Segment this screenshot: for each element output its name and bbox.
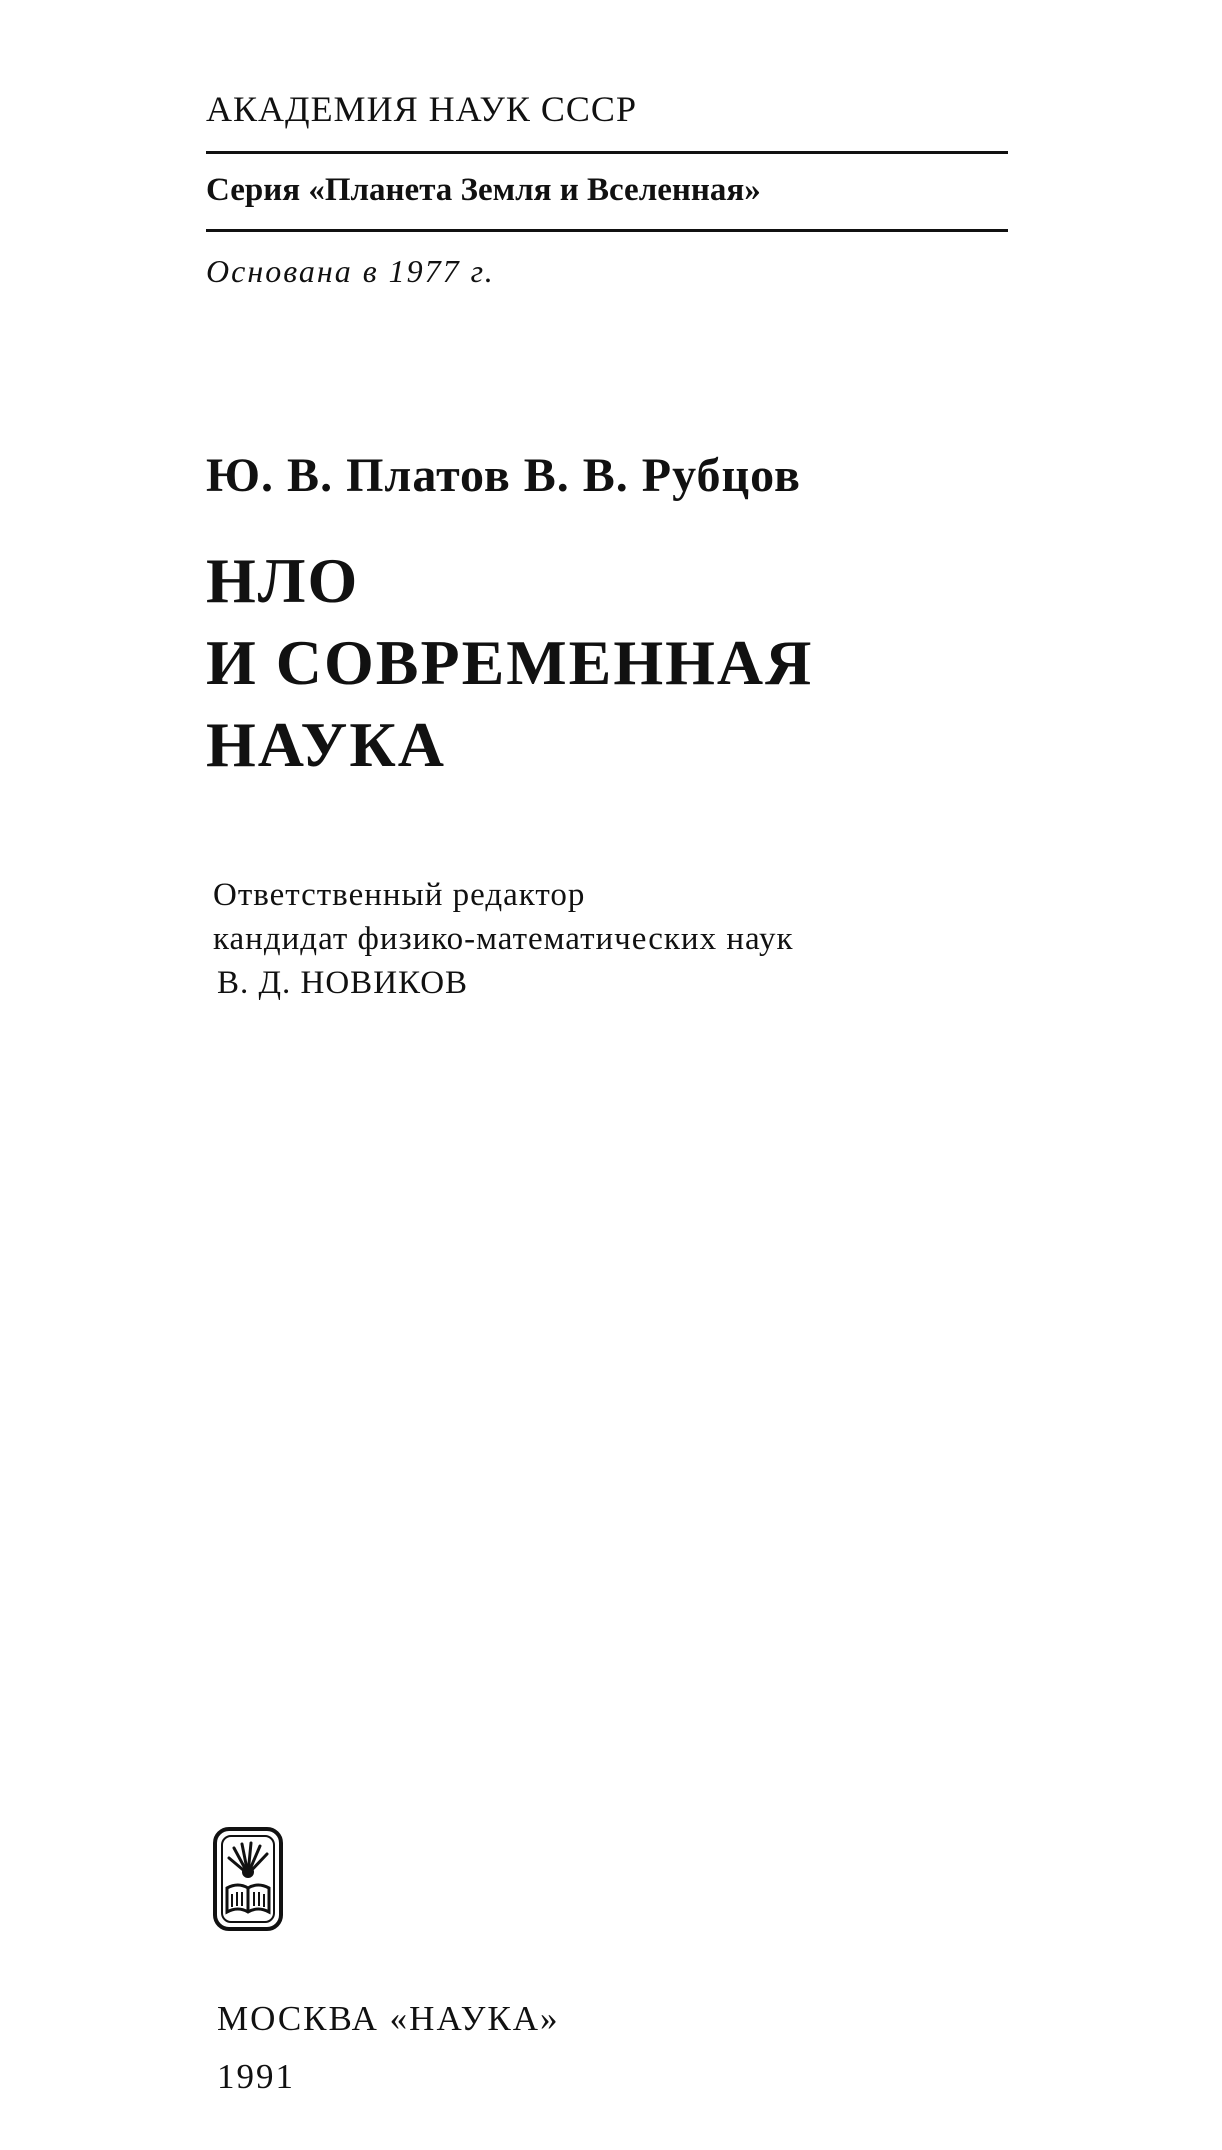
series-name: Серия «Планета Земля и Вселенная» <box>206 172 761 208</box>
book-authors: Ю. В. Платов В. В. Рубцов <box>206 449 801 502</box>
bottom-divider <box>206 229 1008 232</box>
publication-year: 1991 <box>217 2057 295 2096</box>
editor-role: Ответственный редактор <box>213 877 586 913</box>
editor-name: В. Д. НОВИКОВ <box>217 965 469 1001</box>
editor-degree: кандидат физико-математических наук <box>213 921 794 957</box>
imprint <box>217 1990 560 2106</box>
title-line-3: НАУКА <box>206 709 446 780</box>
title-line-1: НЛО <box>206 545 360 616</box>
city-publisher: МОСКВА «НАУКА» <box>217 1999 560 2038</box>
editor-block <box>213 873 794 1005</box>
academy-name: АКАДЕМИЯ НАУК СССР <box>206 89 637 129</box>
nauka-publisher-logo-icon <box>212 1826 284 1932</box>
series-founded: Основана в 1977 г. <box>206 253 495 289</box>
book-title <box>206 540 813 786</box>
title-line-2: И СОВРЕМЕННАЯ <box>206 627 814 698</box>
top-divider <box>206 151 1008 154</box>
